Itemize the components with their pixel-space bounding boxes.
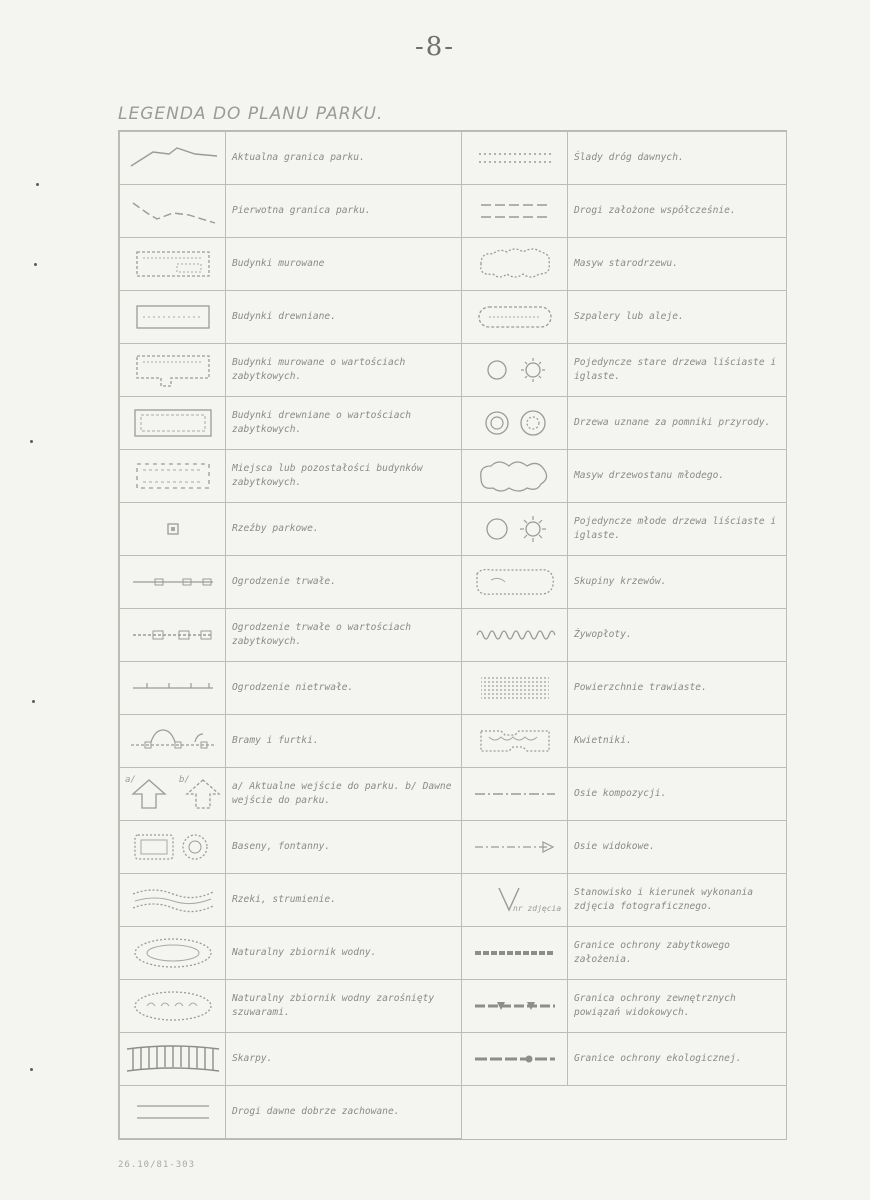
old-road-icon [120,1086,226,1139]
brick-building-icon [120,238,226,291]
legend-label: Żywopłoty. [568,609,787,662]
legend-label: Ślady dróg dawnych. [568,132,787,185]
grass-area-icon [462,662,568,715]
hedge-icon [462,609,568,662]
flowerbed-icon [462,715,568,768]
legend-label: Masyw drzewostanu młodego. [568,450,787,503]
legend-row [120,1033,787,1086]
legend-label: Budynki drewniane. [226,291,462,344]
legend-row [120,662,787,715]
entrance-b-label: b/ [178,775,190,785]
sculpture-icon [120,503,226,556]
legend-row [120,874,787,927]
legend-row [120,291,787,344]
historic-fence-icon [120,609,226,662]
legend-label: a/ Aktualne wejście do parku. b/ Dawne wejście do parku. [226,768,462,821]
ecological-protection-boundary-icon [462,1033,568,1086]
view-axis-icon [462,821,568,874]
legend-label: Ogrodzenie nietrwałe. [226,662,462,715]
legend-title: LEGENDA DO PLANU PARKU. [118,104,384,124]
legend-label: Naturalny zbiornik wodny zarośnięty szuwarami. [226,980,462,1033]
wooden-building-icon [120,291,226,344]
legend-row [120,185,787,238]
old-road-traces-icon [462,132,568,185]
old-single-trees-icon [462,344,568,397]
legend-row [120,927,787,980]
legend-label: Pojedyncze stare drzewa liściaste i iglaste. [568,344,787,397]
legend-label: Ogrodzenie trwałe o wartościach zabytkowych. [226,609,462,662]
historic-brick-building-icon [120,344,226,397]
empty-cell [462,1086,568,1139]
legend-label: Budynki murowane [226,238,462,291]
legend-row [120,715,787,768]
legend-row [120,503,787,556]
scan-speck [36,183,39,186]
legend-label: Rzeźby parkowe. [226,503,462,556]
gate-icon [120,715,226,768]
legend-label: Baseny, fontanny. [226,821,462,874]
legend-label: Szpalery lub aleje. [568,291,787,344]
legend-label: Bramy i furtki. [226,715,462,768]
page-number: -8- [414,32,456,62]
historic-wooden-building-icon [120,397,226,450]
legend-row [120,556,787,609]
young-single-trees-icon [462,503,568,556]
escarpment-icon [120,1033,226,1086]
legend-label: Powierzchnie trawiaste. [568,662,787,715]
footer-code: 26.10/81-303 [118,1160,196,1170]
legend-row [120,980,787,1033]
legend-row [120,238,787,291]
original-boundary-icon [120,185,226,238]
legend-table [118,130,787,1140]
legend-row [120,821,787,874]
legend-label: Aktualna granica parku. [226,132,462,185]
empty-cell [568,1086,787,1139]
legend-label: Pojedyncze młode drzewa liściaste i iglaste. [568,503,787,556]
legend-label: Granica ochrony zewnętrznych powiązań widokowych. [568,980,787,1033]
legend-label: Naturalny zbiornik wodny. [226,927,462,980]
legend-label: Budynki murowane o wartościach zabytkowych. [226,344,462,397]
building-remains-icon [120,450,226,503]
young-tree-mass-icon [462,450,568,503]
legend-label: Osie kompozycji. [568,768,787,821]
scan-speck [30,1068,33,1071]
scan-speck [30,440,33,443]
pool-fountain-icon [120,821,226,874]
current-boundary-icon [120,132,226,185]
photo-number-label: nr zdjęcia [512,904,561,913]
natural-monument-trees-icon [462,397,568,450]
legend-label: Ogrodzenie trwałe. [226,556,462,609]
legend-label: Rzeki, strumienie. [226,874,462,927]
legend-row [120,450,787,503]
entrance-a-label: a/ [124,775,136,785]
modern-road-icon [462,185,568,238]
legend-label: Pierwotna granica parku. [226,185,462,238]
heritage-protection-boundary-icon [462,927,568,980]
legend-row [120,344,787,397]
legend-label: Drogi założone współcześnie. [568,185,787,238]
tree-alley-icon [462,291,568,344]
old-tree-mass-icon [462,238,568,291]
river-icon [120,874,226,927]
temporary-fence-icon [120,662,226,715]
legend-row [120,397,787,450]
legend-label: Skupiny krzewów. [568,556,787,609]
legend-label: Stanowisko i kierunek wykonania zdjęcia fotograficznego. [568,874,787,927]
shrub-group-icon [462,556,568,609]
legend-label: Drogi dawne dobrze zachowane. [226,1086,462,1139]
photo-position-icon [462,874,568,927]
scan-speck [34,263,37,266]
legend-label: Masyw starodrzewu. [568,238,787,291]
entrance-arrows-icon [120,768,226,821]
composition-axis-icon [462,768,568,821]
legend-label: Miejsca lub pozostałości budynków zabytkowych. [226,450,462,503]
legend-label: Budynki drewniane o wartościach zabytkowych. [226,397,462,450]
legend-row [120,609,787,662]
legend-label: Granice ochrony zabytkowego założenia. [568,927,787,980]
legend-label: Skarpy. [226,1033,462,1086]
permanent-fence-icon [120,556,226,609]
legend-row [120,132,787,185]
scan-speck [32,700,35,703]
view-protection-boundary-icon [462,980,568,1033]
legend-label: Kwietniki. [568,715,787,768]
legend-row [120,768,787,821]
legend-row [120,1086,787,1139]
legend-label: Osie widokowe. [568,821,787,874]
natural-pond-icon [120,927,226,980]
legend-label: Drzewa uznane za pomniki przyrody. [568,397,787,450]
legend-label: Granice ochrony ekologicznej. [568,1033,787,1086]
overgrown-pond-icon [120,980,226,1033]
